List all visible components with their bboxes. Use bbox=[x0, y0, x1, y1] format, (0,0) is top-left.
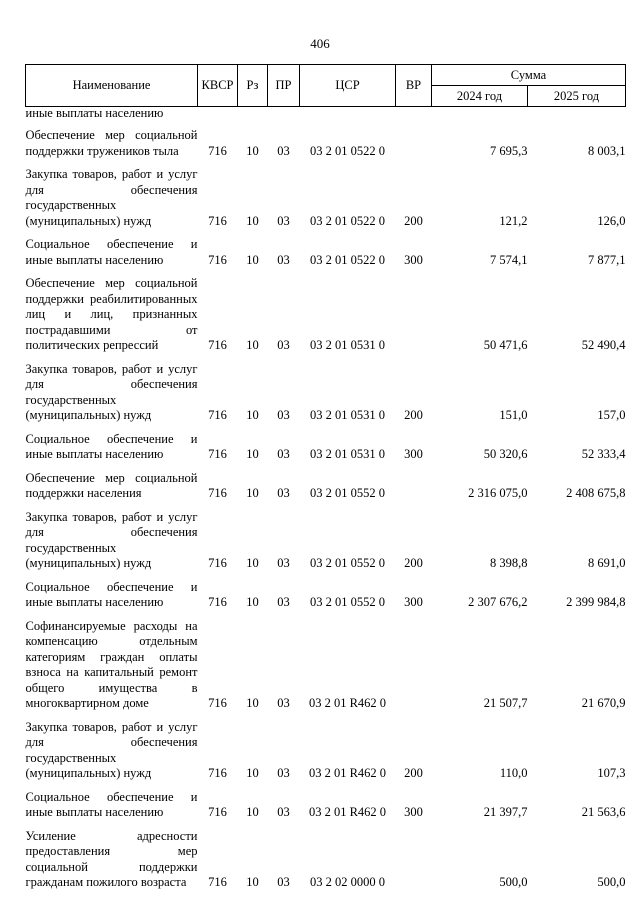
row-sum-2024: 7 574,1 bbox=[490, 252, 528, 267]
table-row bbox=[26, 471, 626, 502]
row-kvsr: 716 bbox=[208, 213, 227, 228]
row-spacer bbox=[26, 424, 626, 432]
row-sum-2025: 21 670,9 bbox=[581, 696, 626, 710]
row-sum-2025: 21 563,6 bbox=[581, 805, 626, 819]
row-vr: 300 bbox=[404, 447, 423, 461]
row-pr: 03 bbox=[277, 338, 290, 352]
table-body bbox=[26, 107, 626, 891]
header-csr: ЦСР bbox=[300, 65, 396, 107]
row-name: Закупка товаров, работ и услуг для обеспечения государственных (муниципальных) нужд bbox=[25, 509, 198, 570]
row-name: Закупка товаров, работ и услуг для обеспечения государственных (муниципальных) нужд bbox=[25, 167, 198, 228]
row-vr bbox=[396, 471, 432, 502]
row-spacer bbox=[26, 712, 626, 720]
row-csr: 03 2 01 R462 0 bbox=[308, 696, 387, 710]
row-spacer bbox=[26, 354, 626, 362]
row-rz: 10 bbox=[246, 805, 259, 819]
row-kvsr: 716 bbox=[208, 143, 227, 158]
row-csr: 03 2 01 0552 0 bbox=[310, 595, 385, 609]
row-sum-2024: 110,0 bbox=[499, 766, 528, 780]
row-pr: 03 bbox=[277, 486, 290, 500]
row-pr: 03 bbox=[277, 556, 290, 570]
row-vr bbox=[396, 128, 432, 159]
row-sum-2024: 21 507,7 bbox=[483, 696, 528, 710]
row-csr: 03 2 01 0552 0 bbox=[310, 486, 385, 500]
row-sum-2025: 500,0 bbox=[597, 875, 626, 889]
row-name: Обеспечение мер социальной поддержки населения bbox=[25, 470, 198, 500]
row-kvsr: 716 bbox=[208, 696, 227, 710]
row-spacer bbox=[26, 572, 626, 580]
row-rz: 10 bbox=[246, 595, 259, 609]
row-kvsr: 716 bbox=[208, 556, 227, 570]
row-csr: 03 2 01 R462 0 bbox=[308, 766, 387, 780]
row-rz: 10 bbox=[246, 556, 259, 570]
continuation-row bbox=[26, 107, 626, 121]
row-spacer bbox=[26, 611, 626, 619]
row-kvsr: 716 bbox=[208, 408, 227, 422]
header-2025: 2025 год bbox=[528, 86, 626, 107]
row-vr: 200 bbox=[404, 556, 423, 570]
table-row bbox=[26, 432, 626, 463]
row-kvsr: 716 bbox=[208, 447, 227, 461]
table-row bbox=[26, 362, 626, 424]
row-sum-2024: 21 397,7 bbox=[483, 805, 528, 819]
row-rz: 10 bbox=[246, 252, 259, 267]
table-row bbox=[26, 580, 626, 611]
continuation-text: иные выплаты населению bbox=[25, 106, 164, 120]
row-pr: 03 bbox=[277, 595, 290, 609]
row-rz: 10 bbox=[246, 408, 259, 422]
row-sum-2024: 2 316 075,0 bbox=[468, 486, 528, 500]
table-row bbox=[26, 790, 626, 821]
table-row bbox=[26, 619, 626, 712]
row-rz: 10 bbox=[246, 213, 259, 228]
row-kvsr: 716 bbox=[208, 338, 227, 352]
row-pr: 03 bbox=[277, 252, 290, 267]
row-csr: 03 2 01 0531 0 bbox=[310, 408, 385, 422]
row-csr: 03 2 01 0522 0 bbox=[310, 213, 385, 228]
budget-table bbox=[25, 64, 626, 891]
row-spacer bbox=[26, 782, 626, 790]
row-spacer bbox=[26, 159, 626, 167]
row-rz: 10 bbox=[246, 875, 259, 889]
table-row bbox=[26, 167, 626, 229]
row-name: Социальное обеспечение и иные выплаты населению bbox=[25, 579, 198, 609]
row-name: Социальное обеспечение и иные выплаты населению bbox=[25, 237, 198, 267]
row-sum-2025: 8 691,0 bbox=[588, 556, 626, 570]
row-vr bbox=[396, 619, 432, 712]
row-csr: 03 2 01 0522 0 bbox=[310, 252, 385, 267]
row-csr: 03 2 02 0000 0 bbox=[310, 875, 385, 889]
row-spacer bbox=[26, 463, 626, 471]
row-sum-2024: 8 398,8 bbox=[490, 556, 528, 570]
row-kvsr: 716 bbox=[208, 766, 227, 780]
row-sum-2025: 157,0 bbox=[597, 408, 626, 422]
row-kvsr: 716 bbox=[208, 805, 227, 819]
row-csr: 03 2 01 R462 0 bbox=[308, 805, 387, 819]
row-kvsr: 716 bbox=[208, 875, 227, 889]
row-rz: 10 bbox=[246, 143, 259, 158]
row-spacer bbox=[26, 229, 626, 237]
row-name: Социальное обеспечение и иные выплаты населению bbox=[25, 789, 198, 819]
row-sum-2024: 121,2 bbox=[499, 213, 528, 228]
row-pr: 03 bbox=[277, 696, 290, 710]
row-sum-2024: 500,0 bbox=[499, 875, 528, 889]
table-row bbox=[26, 720, 626, 782]
row-sum-2025: 8 003,1 bbox=[588, 143, 626, 158]
header-kvsr: КВСР bbox=[198, 65, 238, 107]
row-sum-2025: 2 399 984,8 bbox=[566, 595, 626, 609]
table-row bbox=[26, 128, 626, 159]
row-csr: 03 2 01 0522 0 bbox=[310, 143, 385, 158]
row-name: Обеспечение мер социальной поддержки реабилитированных лиц и лиц, признанных пострадавшими от политических репрессий bbox=[25, 276, 198, 352]
row-csr: 03 2 01 0552 0 bbox=[310, 556, 385, 570]
row-sum-2025: 126,0 bbox=[597, 213, 626, 228]
header-sum: Сумма bbox=[432, 65, 626, 86]
row-pr: 03 bbox=[277, 213, 290, 228]
table-header bbox=[26, 65, 626, 107]
header-vr: ВР bbox=[396, 65, 432, 107]
row-vr: 300 bbox=[404, 805, 423, 819]
row-vr: 200 bbox=[404, 213, 423, 228]
header-2024: 2024 год bbox=[432, 86, 528, 107]
row-spacer bbox=[26, 120, 626, 128]
row-vr: 200 bbox=[404, 766, 423, 780]
row-kvsr: 716 bbox=[208, 595, 227, 609]
row-rz: 10 bbox=[246, 766, 259, 780]
page-number: 406 bbox=[310, 36, 330, 51]
row-vr bbox=[396, 829, 432, 891]
header-name: Наименование bbox=[26, 65, 198, 107]
table-row bbox=[26, 510, 626, 572]
row-name: Закупка товаров, работ и услуг для обеспечения государственных (муниципальных) нужд bbox=[25, 361, 198, 422]
row-sum-2024: 2 307 676,2 bbox=[468, 595, 528, 609]
row-pr: 03 bbox=[277, 875, 290, 889]
row-sum-2024: 50 320,6 bbox=[483, 447, 528, 461]
row-sum-2024: 7 695,3 bbox=[490, 143, 528, 158]
row-pr: 03 bbox=[277, 408, 290, 422]
table-row bbox=[26, 237, 626, 268]
row-spacer bbox=[26, 821, 626, 829]
row-rz: 10 bbox=[246, 338, 259, 352]
row-name: Обеспечение мер социальной поддержки тружеников тыла bbox=[25, 128, 198, 158]
row-name: Социальное обеспечение и иные выплаты населению bbox=[25, 431, 198, 461]
row-sum-2024: 151,0 bbox=[499, 408, 528, 422]
row-name: Софинансируемые расходы на компенсацию отдельным категориям граждан оплаты взноса на капитальный ремонт общего имущества в многоквартирном доме bbox=[25, 618, 198, 710]
row-spacer bbox=[26, 502, 626, 510]
row-rz: 10 bbox=[246, 486, 259, 500]
table-row bbox=[26, 829, 626, 891]
row-kvsr: 716 bbox=[208, 252, 227, 267]
row-sum-2025: 52 333,4 bbox=[581, 447, 626, 461]
row-csr: 03 2 01 0531 0 bbox=[310, 447, 385, 461]
row-sum-2025: 107,3 bbox=[597, 766, 626, 780]
header-pr: ПР bbox=[268, 65, 300, 107]
row-pr: 03 bbox=[277, 766, 290, 780]
row-pr: 03 bbox=[277, 447, 290, 461]
row-pr: 03 bbox=[277, 805, 290, 819]
row-vr: 300 bbox=[404, 252, 423, 267]
row-name: Усиление адресности предоставления мер социальной поддержки гражданам пожилого возраста bbox=[25, 828, 198, 889]
row-pr: 03 bbox=[277, 143, 290, 158]
row-sum-2025: 52 490,4 bbox=[581, 338, 626, 352]
row-sum-2025: 2 408 675,8 bbox=[566, 486, 626, 500]
row-sum-2024: 50 471,6 bbox=[483, 338, 528, 352]
row-rz: 10 bbox=[246, 447, 259, 461]
row-vr: 300 bbox=[404, 595, 423, 609]
row-name: Закупка товаров, работ и услуг для обеспечения государственных (муниципальных) нужд bbox=[25, 719, 198, 780]
row-kvsr: 716 bbox=[208, 486, 227, 500]
row-vr: 200 bbox=[404, 408, 423, 422]
row-rz: 10 bbox=[246, 696, 259, 710]
row-vr bbox=[396, 276, 432, 354]
header-rz: Рз bbox=[238, 65, 268, 107]
row-sum-2025: 7 877,1 bbox=[588, 252, 626, 267]
row-csr: 03 2 01 0531 0 bbox=[310, 338, 385, 352]
table-row bbox=[26, 276, 626, 354]
row-spacer bbox=[26, 268, 626, 276]
